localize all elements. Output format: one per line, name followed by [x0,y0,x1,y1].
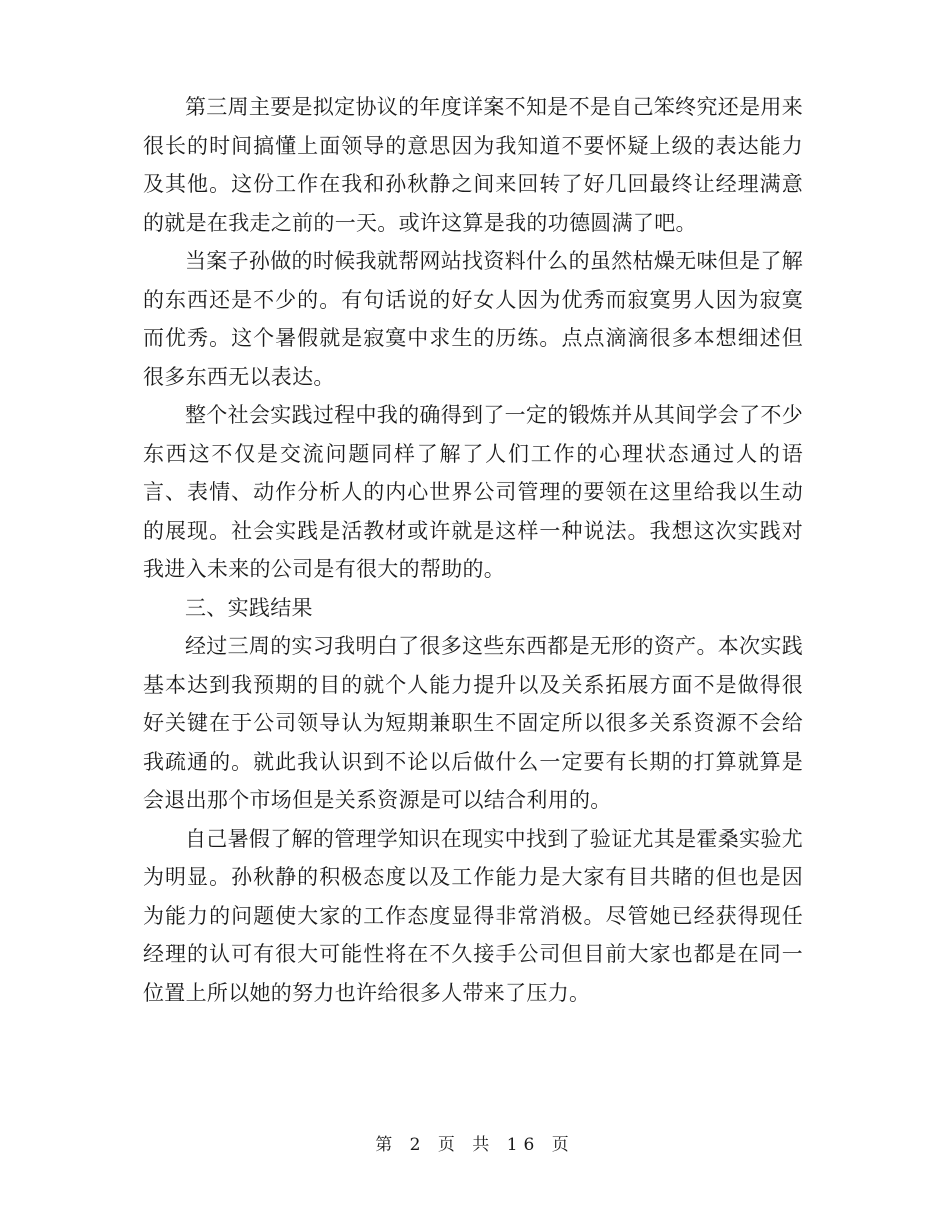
paragraph-management-knowledge: 自己暑假了解的管理学知识在现实中找到了验证尤其是霍桑实验尤为明显。孙秋静的积极态度以及工作能力是大家有目共睹的但也是因为能力的问题使大家的工作态度显得非常消极。尽管她已经获得现任经理的认可有很大可能性将在不久接手公司但目前大家也都是在同一位置上所以她的努力也许给很多人带来了压力。 [143,826,803,1005]
section-heading-results: 三、实践结果 [185,595,313,620]
document-page [143,88,803,1012]
paragraph-practice-summary: 整个社会实践过程中我的确得到了一定的锻炼并从其间学会了不少东西这不仅是交流问题同样了解了人们工作的心理状态通过人的语言、表情、动作分析人的内心世界公司管理的要领在这里给我以生动的展现。社会实践是活教材或许就是这样一种说法。我想这次实践对我进入未来的公司是有很大的帮助的。 [143,403,803,581]
paragraph-research-help: 当案子孙做的时候我就帮网站找资料什么的虽然枯燥无味但是了解的东西还是不少的。有句话说的好女人因为优秀而寂寞男人因为寂寞而优秀。这个暑假就是寂寞中求生的历练。点点滴滴很多本想细述但很多东西无以表达。 [143,249,803,389]
paragraph-results: 经过三周的实习我明白了很多这些东西都是无形的资产。本次实践基本达到我预期的目的就个人能力提升以及关系拓展方面不是做得很好关键在于公司领导认为短期兼职生不固定所以很多关系资源不会给我疏通的。就此我认识到不论以后做什么一定要有长期的打算就算是会退出那个市场但是关系资源是可以结合利用的。 [143,634,803,812]
page-footer: 第 2 页 共 16 页 [375,1135,575,1155]
paragraph-week-three: 第三周主要是拟定协议的年度详案不知是不是自己笨终究还是用来很长的时间搞懂上面领导的意思因为我知道不要怀疑上级的表达能力及其他。这份工作在我和孙秋静之间来回转了好几回最终让经理满意的就是在我走之前的一天。或许这算是我的功德圆满了吧。 [143,95,803,235]
